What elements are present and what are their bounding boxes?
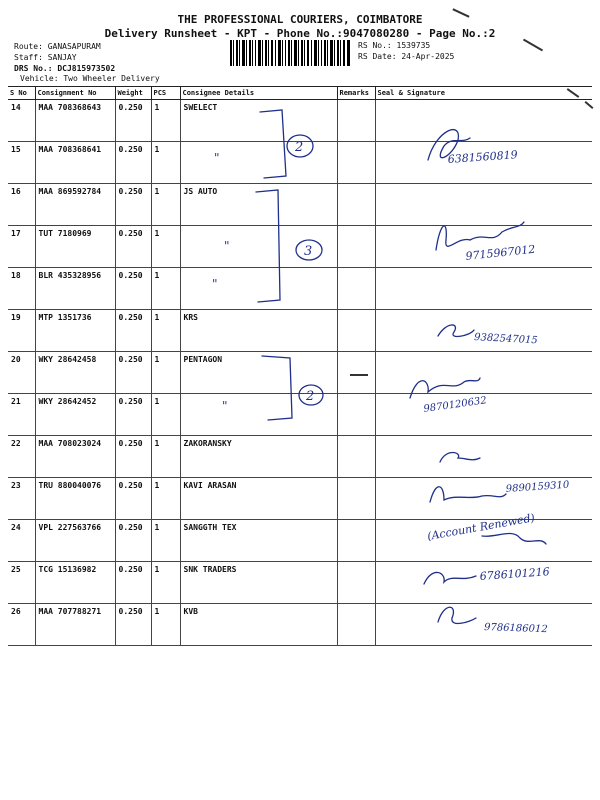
ditto-mark: " bbox=[212, 277, 218, 291]
cell-sno: 19 bbox=[8, 310, 35, 352]
cell-remarks bbox=[337, 100, 375, 142]
group-count: 2 bbox=[295, 140, 304, 155]
table-row bbox=[8, 268, 592, 310]
cell-pcs: 1 bbox=[151, 310, 180, 352]
cell-sno: 15 bbox=[8, 142, 35, 184]
col-header-consignee: Consignee Details bbox=[180, 87, 337, 100]
table-row bbox=[8, 184, 592, 226]
table-row bbox=[8, 562, 592, 604]
phone-number: 9870120632 bbox=[422, 395, 488, 415]
cell-weight: 0.250 bbox=[115, 562, 151, 604]
runsheet-table bbox=[8, 86, 592, 646]
drs-number: DRS No.: DCJ815973502 bbox=[14, 64, 116, 73]
cell-sno: 14 bbox=[8, 100, 35, 142]
cell-consignment: WKY 28642458 bbox=[35, 352, 115, 394]
cell-consignment: WKY 28642452 bbox=[35, 394, 115, 436]
cell-consignee: PENTAGON bbox=[180, 352, 337, 394]
cell-consignment: MAA 869592784 bbox=[35, 184, 115, 226]
table-row bbox=[8, 394, 592, 436]
scan-speck bbox=[523, 39, 543, 52]
cell-consignment: TUT 7180969 bbox=[35, 226, 115, 268]
cell-weight: 0.250 bbox=[115, 394, 151, 436]
cell-signature bbox=[375, 184, 592, 226]
cell-weight: 0.250 bbox=[115, 478, 151, 520]
cell-remarks bbox=[337, 184, 375, 226]
cell-signature bbox=[375, 394, 592, 436]
cell-consignee: KRS bbox=[180, 310, 337, 352]
cell-sno: 18 bbox=[8, 268, 35, 310]
cell-signature bbox=[375, 352, 592, 394]
cell-sno: 17 bbox=[8, 226, 35, 268]
cell-signature bbox=[375, 310, 592, 352]
cell-consignee: SANGGTH TEX bbox=[180, 520, 337, 562]
table-row bbox=[8, 436, 592, 478]
cell-weight: 0.250 bbox=[115, 604, 151, 646]
col-header-remarks: Remarks bbox=[337, 87, 375, 100]
cell-remarks bbox=[337, 352, 375, 394]
cell-consignment: MAA 708368641 bbox=[35, 142, 115, 184]
table-row bbox=[8, 142, 592, 184]
barcode-image bbox=[230, 40, 350, 66]
cell-pcs: 1 bbox=[151, 226, 180, 268]
cell-signature bbox=[375, 142, 592, 184]
route-label: Route: GANASAPURAM bbox=[14, 42, 101, 51]
group-count: 3 bbox=[304, 244, 313, 259]
phone-number: 9786186012 bbox=[483, 622, 548, 636]
table-row bbox=[8, 226, 592, 268]
cell-consignment: TCG 15136982 bbox=[35, 562, 115, 604]
cell-pcs: 1 bbox=[151, 100, 180, 142]
ditto-mark: " bbox=[214, 151, 220, 165]
cell-consignment: MAA 708368643 bbox=[35, 100, 115, 142]
cell-consignee: SNK TRADERS bbox=[180, 562, 337, 604]
cell-consignment: MTP 1351736 bbox=[35, 310, 115, 352]
cell-sno: 26 bbox=[8, 604, 35, 646]
cell-pcs: 1 bbox=[151, 142, 180, 184]
cell-weight: 0.250 bbox=[115, 142, 151, 184]
cell-weight: 0.250 bbox=[115, 310, 151, 352]
cell-remarks bbox=[337, 562, 375, 604]
cell-pcs: 1 bbox=[151, 478, 180, 520]
cell-consignment: MAA 707788271 bbox=[35, 604, 115, 646]
col-header-signature: Seal & Signature bbox=[375, 87, 592, 100]
cell-signature bbox=[375, 100, 592, 142]
cell-pcs: 1 bbox=[151, 520, 180, 562]
cell-weight: 0.250 bbox=[115, 268, 151, 310]
cell-consignee: SWELECT bbox=[180, 100, 337, 142]
company-title: THE PROFESSIONAL COURIERS, COIMBATORE bbox=[177, 13, 423, 26]
cell-pcs: 1 bbox=[151, 562, 180, 604]
cell-sno: 23 bbox=[8, 478, 35, 520]
cell-remarks bbox=[337, 310, 375, 352]
cell-pcs: 1 bbox=[151, 604, 180, 646]
phone-number: 9715967012 bbox=[464, 242, 536, 263]
phone-number: 6381560819 bbox=[447, 148, 519, 166]
cell-consignee bbox=[180, 142, 337, 184]
cell-weight: 0.250 bbox=[115, 184, 151, 226]
cell-pcs: 1 bbox=[151, 184, 180, 226]
table-header-row bbox=[8, 87, 592, 100]
cell-consignee bbox=[180, 268, 337, 310]
cell-remarks bbox=[337, 436, 375, 478]
col-header-consignment: Consignment No bbox=[35, 87, 115, 100]
cell-sno: 21 bbox=[8, 394, 35, 436]
cell-signature bbox=[375, 562, 592, 604]
cell-signature bbox=[375, 436, 592, 478]
table-row bbox=[8, 604, 592, 646]
ditto-mark: " bbox=[224, 239, 230, 253]
cell-consignee: ZAKORANSKY bbox=[180, 436, 337, 478]
cell-signature bbox=[375, 478, 592, 520]
cell-consignee: JS AUTO bbox=[180, 184, 337, 226]
cell-weight: 0.250 bbox=[115, 352, 151, 394]
cell-remarks bbox=[337, 394, 375, 436]
cell-weight: 0.250 bbox=[115, 226, 151, 268]
remark-note: (Account Renewed) bbox=[426, 511, 536, 543]
cell-consignment: TRU 880040076 bbox=[35, 478, 115, 520]
col-header-sno: S No bbox=[8, 87, 35, 100]
cell-signature bbox=[375, 520, 592, 562]
cell-pcs: 1 bbox=[151, 268, 180, 310]
cell-remarks bbox=[337, 604, 375, 646]
cell-sno: 25 bbox=[8, 562, 35, 604]
cell-remarks bbox=[337, 142, 375, 184]
cell-consignee bbox=[180, 394, 337, 436]
rs-date: RS Date: 24-Apr-2025 bbox=[358, 52, 455, 61]
phone-number: 9382547015 bbox=[473, 332, 538, 347]
cell-signature bbox=[375, 226, 592, 268]
cell-consignment: VPL 227563766 bbox=[35, 520, 115, 562]
cell-sno: 20 bbox=[8, 352, 35, 394]
table-row bbox=[8, 352, 592, 394]
scan-speck bbox=[350, 374, 368, 376]
runsheet-subtitle: Delivery Runsheet - KPT - Phone No.:9047080280 - Page No.:2 bbox=[104, 27, 496, 40]
cell-sno: 24 bbox=[8, 520, 35, 562]
group-count: 2 bbox=[306, 389, 315, 404]
cell-sno: 22 bbox=[8, 436, 35, 478]
cell-weight: 0.250 bbox=[115, 100, 151, 142]
cell-consignee: KVB bbox=[180, 604, 337, 646]
ditto-mark: " bbox=[222, 399, 228, 413]
cell-pcs: 1 bbox=[151, 352, 180, 394]
table-row bbox=[8, 478, 592, 520]
cell-sno: 16 bbox=[8, 184, 35, 226]
col-header-weight: Weight bbox=[115, 87, 151, 100]
col-header-pcs: PCS bbox=[151, 87, 180, 100]
cell-pcs: 1 bbox=[151, 394, 180, 436]
rs-number: RS No.: 1539735 bbox=[358, 41, 431, 50]
cell-remarks bbox=[337, 478, 375, 520]
cell-weight: 0.250 bbox=[115, 436, 151, 478]
cell-remarks bbox=[337, 268, 375, 310]
table-row bbox=[8, 100, 592, 142]
cell-signature bbox=[375, 268, 592, 310]
cell-consignment: BLR 435328956 bbox=[35, 268, 115, 310]
phone-number: 9890159310 bbox=[505, 479, 570, 495]
cell-pcs: 1 bbox=[151, 436, 180, 478]
cell-consignment: MAA 708023024 bbox=[35, 436, 115, 478]
vehicle-label: Vehicle: Two Wheeler Delivery bbox=[20, 74, 160, 83]
staff-label: Staff: SANJAY bbox=[14, 53, 77, 62]
cell-consignee bbox=[180, 226, 337, 268]
cell-signature bbox=[375, 604, 592, 646]
cell-remarks bbox=[337, 226, 375, 268]
table-row bbox=[8, 310, 592, 352]
table-row bbox=[8, 520, 592, 562]
cell-consignee: KAVI ARASAN bbox=[180, 478, 337, 520]
cell-weight: 0.250 bbox=[115, 520, 151, 562]
cell-remarks bbox=[337, 520, 375, 562]
phone-number: 6786101216 bbox=[479, 565, 551, 583]
